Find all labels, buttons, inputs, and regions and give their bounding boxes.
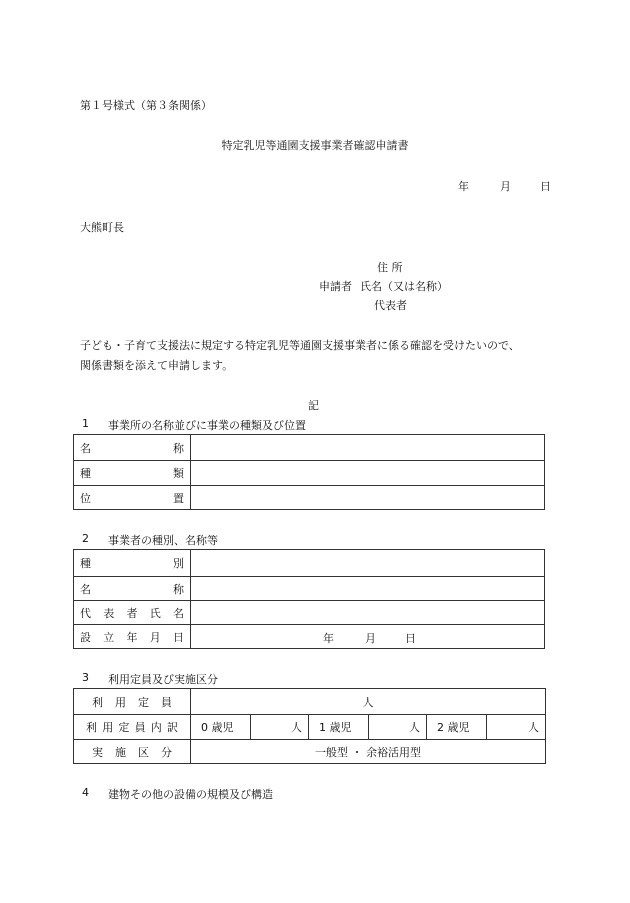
section1-title: 事業所の名称並びに事業の種類及び位置 [108, 419, 306, 432]
section4-number: 4 [82, 786, 89, 799]
addressee: 大熊町長 [80, 221, 124, 234]
representative-label: 代表者 [374, 299, 407, 312]
table-row: 代 表 者 氏 名 [74, 601, 545, 625]
age2-count-cell[interactable]: 人 [487, 715, 546, 740]
age2-label: 2 歳児 [427, 715, 487, 740]
body-line-2: 関係書類を添えて申請します。 [80, 359, 234, 372]
section3-title: 利用定員及び実施区分 [108, 673, 218, 686]
section1-number: 1 [82, 417, 89, 430]
table-row: 利 用 定 員 人 [74, 689, 546, 715]
table-row: 名 称 [74, 577, 545, 601]
document-title: 特定乳児等通園支援事業者確認申請書 [221, 139, 409, 152]
representative-name-cell[interactable] [191, 601, 545, 625]
applicant-prefix: 申請者 [319, 280, 352, 293]
table-row: 種 別 [74, 550, 545, 577]
table-row: 設 立 年 月 日 年 月 日 [74, 625, 545, 649]
section2-table [73, 549, 545, 649]
applicant-name-label: 氏名（又は名称） [360, 280, 448, 293]
form-number: 第１号様式（第３条関係） [80, 99, 212, 112]
operator-type-cell[interactable] [191, 550, 545, 577]
capacity-cell[interactable]: 人 [191, 689, 546, 715]
table-row: 位 置 [74, 486, 545, 510]
age1-label: 1 歳児 [309, 715, 369, 740]
body-line-1: 子ども・子育て支援法に規定する特定乳児等通園支援事業者に係る確認を受けたいので、 [80, 339, 520, 352]
section1-table [73, 434, 545, 510]
business-type-cell[interactable] [191, 461, 545, 486]
table-row: 名 称 [74, 435, 545, 461]
facility-name-cell[interactable] [191, 435, 545, 461]
age1-count-cell[interactable]: 人 [369, 715, 427, 740]
est-day: 日 [405, 631, 416, 645]
date-day: 日 [540, 180, 551, 193]
est-month: 月 [365, 631, 376, 645]
location-cell[interactable] [191, 486, 545, 510]
section2-number: 2 [82, 532, 89, 545]
age0-count-cell[interactable]: 人 [251, 715, 309, 740]
ki-mark: 記 [308, 399, 319, 412]
implementation-category-cell[interactable]: 一般型 ・ 余裕活用型 [191, 740, 546, 764]
section2-title: 事業者の種別、名称等 [108, 534, 218, 547]
operator-name-cell[interactable] [191, 577, 545, 601]
section3-number: 3 [82, 671, 89, 684]
date-year: 年 [458, 180, 469, 193]
address-label: 住 所 [377, 261, 403, 274]
establishment-date-cell[interactable] [191, 625, 545, 649]
date-month: 月 [500, 180, 511, 193]
age0-label: 0 歳児 [191, 715, 251, 740]
section4-title: 建物その他の設備の規模及び構造 [108, 788, 273, 801]
table-row: 種 類 [74, 461, 545, 486]
table-row: 実 施 区 分 一般型 ・ 余裕活用型 [74, 740, 546, 764]
section3-table [73, 688, 546, 764]
est-year: 年 [323, 631, 334, 645]
table-row: 利 用 定 員 内 訳 0 歳児 人 1 歳児 人 2 歳児 人 [74, 715, 546, 740]
